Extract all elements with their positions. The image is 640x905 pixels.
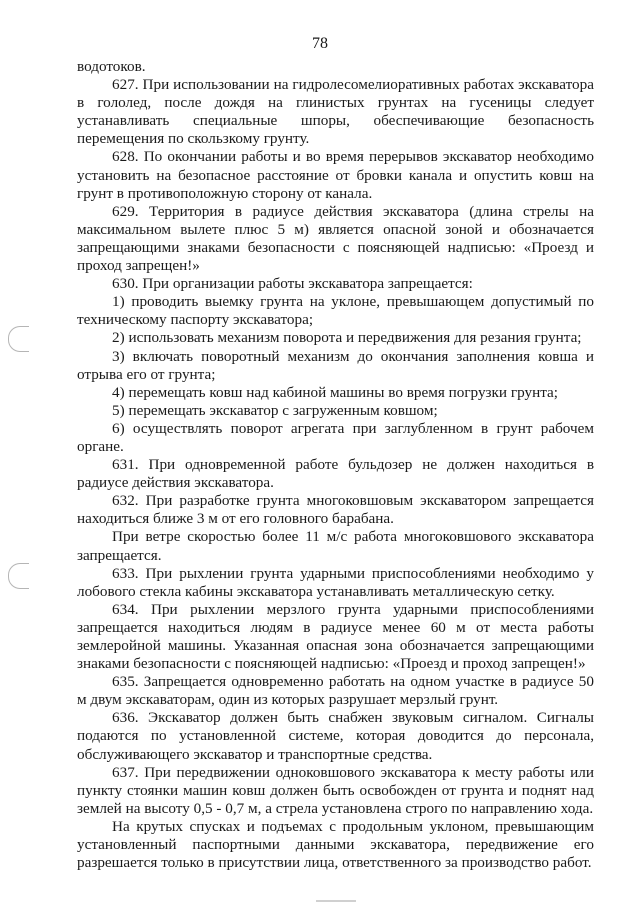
paragraph-637: 637. При передвижении одноковшового экскаватора к месту работы или пункту стоянки машин ковш должен быть освобожден от грунта и поднят над землей на высоту 0,5 - 0,7 м, а стрела установлена строго по направлению хода. xyxy=(77,763,594,817)
paragraph-628: 628. По окончании работы и во время перерывов экскаватор необходимо установить на безопасное расстояние от бровки канала и опустить ковш на грунт в противоположную сторону от канала. xyxy=(77,148,594,202)
list-item-630-6: 6) осуществлять поворот агрегата при заглубленном в грунт рабочем органе. xyxy=(77,419,594,455)
paragraph-637-slopes: На крутых спусках и подъемах с продольным уклоном, превышающим установленный паспортными данными экскаватора, передвижение его разрешается только в присутствии лица, ответственного за производство работ. xyxy=(77,817,594,872)
paragraph-633: 633. При рыхлении грунта ударными приспособлениями необходимо у лобового стекла кабины экскаватора устанавливать металлическую сетку. xyxy=(77,564,594,600)
paragraph-continuation: водотоков. xyxy=(77,58,146,75)
paragraph-632-wind: При ветре скоростью более 11 м/с работа многоковшового экскаватора запрещается. xyxy=(77,528,594,564)
punch-hole-bottom xyxy=(8,563,29,589)
paragraph-631: 631. При одновременной работе бульдозер не должен находиться в радиусе действия экскаватора. xyxy=(77,456,594,492)
list-item-630-3: 3) включать поворотный механизм до окончания заполнения ковша и отрыва его от грунта; xyxy=(77,347,594,383)
list-item-630-2: 2) использовать механизм поворота и передвижения для резания грунта; xyxy=(112,329,582,347)
list-item-630-5: 5) перемещать экскаватор с загруженным ковшом; xyxy=(112,401,438,419)
paragraph-636: 636. Экскаватор должен быть снабжен звуковым сигналом. Сигналы подаются по установленной системе, которая доводится до персонала, обслуживающего экскаватор и транспортные средства. xyxy=(77,709,594,763)
paragraph-629: 629. Территория в радиусе действия экскаватора (длина стрелы на максимальном вылете плюс 5 м) является опасной зоной и обозначается запрещающими знаками безопасности с поясняющей надписью: «Проезд и проход запрещен!» xyxy=(77,202,594,275)
document-body xyxy=(77,58,594,872)
paragraph-627: 627. При использовании на гидролесомелиоративных работах экскаватора в гололед, после дождя на глинистых грунтах на гусеницы следует устанавливать специальные шпоры, обеспечивающие безопасность перемещения по скользкому грунту. xyxy=(77,76,594,148)
page-number: 78 xyxy=(312,35,328,52)
punch-hole-top xyxy=(8,326,29,352)
scan-edge-mark xyxy=(316,900,356,902)
paragraph-634: 634. При рыхлении мерзлого грунта ударными приспособлениями запрещается находиться людям в радиусе менее 60 м от места работы землеройной машины. Указанная опасная зона обозначается запрещающими знаками безопасности с поясняющей надписью: «Проезд и проход запрещен!» xyxy=(77,600,594,673)
paragraph-635: 635. Запрещается одновременно работать на одном участке в радиусе 50 м двум экскаваторам, один из которых разрушает мерзлый грунт. xyxy=(77,673,594,709)
paragraph-632: 632. При разработке грунта многоковшовым экскаватором запрещается находиться ближе 3 м от его головного барабана. xyxy=(77,492,594,528)
paragraph-630: 630. При организации работы экскаватора запрещается: xyxy=(112,275,473,293)
list-item-630-4: 4) перемещать ковш над кабиной машины во время погрузки грунта; xyxy=(112,383,558,401)
list-item-630-1: 1) проводить выемку грунта на уклоне, превышающем допустимый по техническому паспорту экскаватора; xyxy=(77,293,594,329)
